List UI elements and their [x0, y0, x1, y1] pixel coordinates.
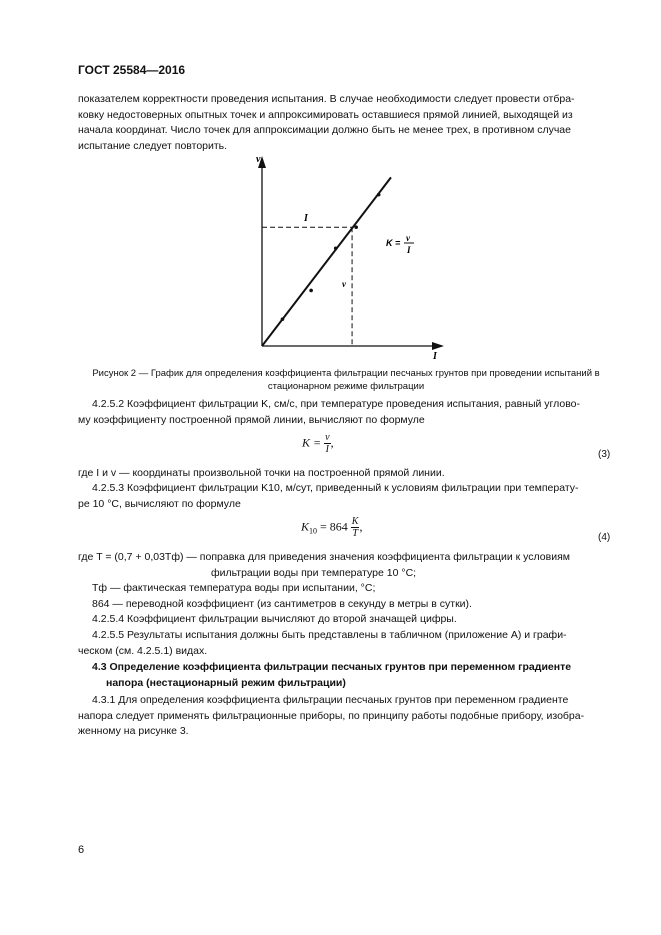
eq4-lhs-subscript: 10 — [309, 526, 318, 536]
paragraph-4-3-1 — [78, 693, 614, 740]
paragraph-4-2-5-3 — [78, 481, 614, 512]
paragraph-line: 4.2.5.5 Результаты испытания должны быть представлены в табличном (приложение А) и графи- — [92, 629, 567, 641]
intro-line: испытание следует повторить. — [78, 139, 228, 152]
caption-line: стационарном режиме фильтрации — [267, 381, 425, 392]
paragraph-4-2-5-4: 4.2.5.4 Коэффициент фильтрации вычисляют до второй значащей цифры. — [92, 613, 457, 625]
eq4-coefficient: = 864 — [317, 519, 348, 534]
paragraph-4-2-5-5 — [78, 628, 614, 659]
intro-line: начала координат. Число точек для аппроксимации должно быть не менее трех, в противном случае — [78, 124, 571, 136]
y-axis-label: v — [256, 154, 261, 165]
paragraph-4-2-5-2 — [78, 397, 614, 428]
caption-line: Рисунок 2 — График для определения коэффициента фильтрации песчаных грунтов при проведении испытаний в — [92, 368, 600, 379]
x-axis-label: I — [433, 351, 437, 362]
where-clause-2 — [78, 550, 614, 612]
eq4-numerator: K — [351, 516, 359, 527]
fit-line — [262, 177, 391, 346]
paragraph-line: женному на рисунке 3. — [78, 725, 189, 737]
x-axis-arrow — [432, 342, 444, 350]
eq3-comma: , — [330, 435, 334, 450]
equation-3-number: (3) — [598, 449, 611, 460]
paragraph-line: ре 10 °С, вычисляют по формуле — [78, 497, 241, 510]
intro-paragraph — [78, 92, 614, 154]
eq3-lhs: K = — [302, 435, 322, 450]
eq3-numerator: v — [325, 432, 330, 443]
where-line: Tф — фактическая температура воды при испытании, °С; — [92, 582, 376, 594]
page-number: 6 — [78, 844, 85, 856]
dashed-label-i: I — [304, 213, 308, 224]
where-line: фильтрации воды при температуре 10 °С; — [211, 566, 417, 579]
intro-line: ковку недостоверных опытных точек и аппроксимировать оставшиеся прямой линией, выходящей из — [78, 108, 573, 121]
data-point — [281, 317, 285, 321]
k-formula-denominator: I — [407, 245, 411, 255]
figure-2-chart — [240, 150, 460, 362]
figure-caption — [78, 367, 614, 393]
data-point — [377, 193, 381, 197]
dashed-label-v: v — [342, 279, 346, 289]
heading-line: напора (нестационарный режим фильтрации) — [106, 676, 346, 689]
eq4-lhs: K — [301, 519, 310, 534]
where-line: 864 — переводной коэффициент (из сантиметров в секунду в метры в сутки). — [92, 597, 472, 610]
document-header: ГОСТ 25584—2016 — [78, 63, 186, 77]
where-clause-1: где I и v — координаты произвольной точки на построенной прямой линии. — [78, 467, 445, 479]
equation-4 — [301, 516, 362, 539]
k-formula-numerator: v — [406, 233, 410, 243]
paragraph-line: напора следует применять фильтрационные приборы, по принципу работы подобные прибору, изобра- — [78, 709, 585, 722]
data-point — [309, 289, 313, 293]
data-point — [354, 225, 358, 229]
equation-3 — [302, 432, 334, 455]
where-line: где T = (0,7 + 0,03Tф) — поправка для приведения значения коэффициента фильтрации к условиям — [78, 551, 570, 563]
equation-4-number: (4) — [598, 532, 611, 543]
paragraph-line: 4.3.1 Для определения коэффициента фильтрации песчаных грунтов при переменном градиенте — [92, 694, 569, 706]
paragraph-line: му коэффициенту построенной прямой линии, вычисляют по формуле — [78, 413, 425, 426]
eq4-comma: , — [359, 519, 363, 534]
section-4-3-heading — [92, 660, 614, 691]
intro-line: показателем корректности проведения испытания. В случае необходимости следует провести отбра- — [78, 93, 575, 105]
paragraph-line: ческом (см. 4.2.5.1) видах. — [78, 644, 208, 657]
heading-line: 4.3 Определение коэффициента фильтрации песчаных грунтов при переменном градиенте — [92, 661, 572, 673]
eq3-denominator: I — [325, 444, 329, 455]
paragraph-line: 4.2.5.3 Коэффициент фильтрации K10, м/сут, приведенный к условиям фильтрации при температу- — [92, 482, 579, 494]
eq4-denominator: T — [352, 528, 358, 539]
paragraph-line: 4.2.5.2 Коэффициент фильтрации K, см/с, при температуре проведения испытания, равный углово- — [92, 398, 580, 410]
k-formula-label: K = — [386, 238, 401, 248]
data-point — [334, 246, 338, 250]
